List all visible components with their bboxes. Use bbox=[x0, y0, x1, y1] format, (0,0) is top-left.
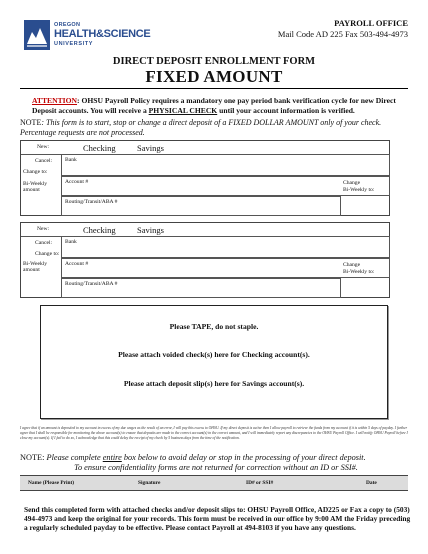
attachment-area bbox=[40, 305, 388, 419]
bank-field[interactable] bbox=[61, 154, 390, 176]
note-bottom-text-a: Please complete bbox=[44, 453, 103, 462]
account-number-field[interactable] bbox=[61, 258, 390, 278]
bank-label: Bank bbox=[65, 239, 77, 245]
id-field-label[interactable]: ID# or SSI# bbox=[246, 480, 274, 486]
attention-text-a: : OHSU Payroll Policy requires a mandatory one pay period bank verification cycle for new Direct Deposit accounts. You will receive a bbox=[32, 96, 396, 115]
attention-text-b: until your account information is verified. bbox=[217, 105, 355, 115]
bi-weekly-label-1: Bi-Weekly bbox=[23, 181, 48, 187]
tape-instruction: Please TAPE, do not staple. bbox=[169, 322, 259, 331]
change-right-label-2: Bi-Weekly to: bbox=[343, 269, 375, 275]
office-header bbox=[278, 18, 408, 40]
name-field-label[interactable]: Name (Please Print) bbox=[28, 480, 75, 486]
form-subtitle: FIXED AMOUNT bbox=[145, 67, 283, 86]
bi-weekly-label-1: Bi-Weekly bbox=[23, 261, 48, 267]
note-top-text: : This form is to start, stop or change a direct deposit of a FIXED DOLLAR AMOUNT only of your check. Percentage requests are not processed. bbox=[20, 118, 382, 137]
routing-label: Routing/Transit/ABA # bbox=[65, 281, 118, 287]
office-title: PAYROLL OFFICE bbox=[334, 18, 408, 28]
checking-option[interactable]: Checking bbox=[83, 143, 116, 153]
form-title: DIRECT DEPOSIT ENROLLMENT FORM bbox=[112, 56, 316, 67]
signature-field-label[interactable]: Signature bbox=[138, 480, 161, 486]
note-top bbox=[20, 118, 412, 138]
account-block-1 bbox=[20, 140, 390, 216]
checking-option[interactable]: Checking bbox=[83, 225, 116, 235]
account-number-label: Account # bbox=[65, 261, 89, 267]
savings-option[interactable]: Savings bbox=[137, 143, 164, 153]
checking-attach-instruction: Please attach voided check(s) here for Checking account(s). bbox=[118, 350, 310, 359]
header-divider bbox=[20, 88, 408, 89]
note-top-label: NOTE bbox=[20, 118, 42, 127]
signature-bar bbox=[20, 475, 408, 491]
account-block-2 bbox=[20, 222, 390, 298]
attention-text-underlined: PHYSICAL CHECK bbox=[148, 105, 218, 115]
account-number-label: Account # bbox=[65, 179, 89, 185]
logo-line-university: UNIVERSITY bbox=[54, 41, 94, 47]
change-right-label-1: Change bbox=[343, 262, 361, 268]
change-to-label: Change to: bbox=[35, 251, 60, 257]
attention-label: ATTENTION bbox=[32, 96, 78, 105]
date-field-label[interactable]: Date bbox=[366, 480, 377, 486]
cancel-label: Cancel: bbox=[35, 240, 53, 246]
bank-label: Bank bbox=[65, 157, 77, 163]
bi-weekly-label-2: amount bbox=[23, 187, 40, 193]
bank-field[interactable] bbox=[61, 236, 390, 258]
note-bottom-text-b: box below to avoid delay or stop in the processing of your direct deposit. bbox=[121, 453, 366, 462]
fine-print-agreement: I agree that if an amount is deposited to my account in excess of my due wages as the result of an error, I will pay this excess to OHSU. If my direct deposit is active then I allow payroll to retrieve the funds from my account if it is within 5 days of payday. I further agree that I shall be responsible for monitoring the above account(s) to ensure that deposits are made to the correct account(s) in the correct amount, and I will immediately report any discrepancies to the OHSU Payroll Office. I will notify OHSU Payroll before I close my account(s). If I fail to do so, I acknowledge that this could delay the receipt of my check by 5 business days from the time of the notification. bbox=[20, 426, 408, 441]
ohsu-logo bbox=[24, 20, 151, 52]
bi-weekly-label-2: amount bbox=[23, 267, 40, 273]
routing-label: Routing/Transit/ABA # bbox=[65, 199, 118, 205]
change-right-label-1: Change bbox=[343, 180, 361, 186]
change-right-label-2: Bi-Weekly to: bbox=[343, 187, 375, 193]
logo-line-oregon: OREGON bbox=[54, 22, 81, 28]
change-to-label: Change to: bbox=[23, 169, 48, 175]
note-bottom-label: NOTE: bbox=[20, 453, 45, 462]
logo-line-health-science: HEALTH&SCIENCE bbox=[54, 28, 151, 40]
ohsu-emblem-icon bbox=[24, 20, 50, 50]
note-bottom-line2: To ensure confidentiality forms are not returned for correction without an ID or SSI#. bbox=[74, 463, 358, 472]
cancel-label: Cancel: bbox=[35, 158, 53, 164]
new-label: New: bbox=[37, 144, 50, 150]
savings-option[interactable]: Savings bbox=[137, 225, 164, 235]
note-bottom-underlined: entire bbox=[102, 453, 122, 462]
attention-notice bbox=[32, 96, 402, 115]
note-bottom bbox=[20, 453, 412, 473]
new-label: New: bbox=[37, 226, 50, 232]
account-number-field[interactable] bbox=[61, 176, 390, 196]
office-address: Mail Code AD 225 Fax 503-494-4973 bbox=[277, 29, 408, 39]
send-instructions: Send this completed form with attached checks and/or deposit slips to: OHSU Payroll Office, AD225 or Fax a copy to (503) 494-4973 and keep the original for your records. This form must be received in our office by 9:00 AM the Friday preceding a regularly scheduled payday to be effective. Please contact Payroll at 494-8103 if you have any questions. bbox=[24, 505, 411, 533]
savings-attach-instruction: Please attach deposit slip(s) here for Savings account(s). bbox=[123, 379, 305, 388]
